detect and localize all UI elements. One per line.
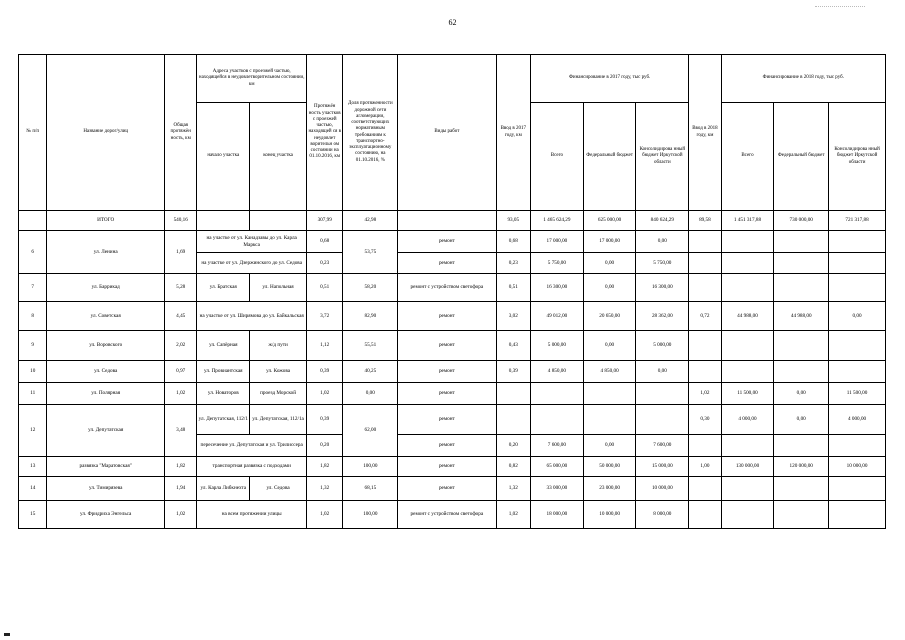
- row-name: ул. Воровского: [47, 331, 165, 361]
- row-input-2017: 3,02: [496, 302, 530, 331]
- row-length: 5,28: [165, 274, 197, 302]
- row-total-2018: 130 000,00: [721, 457, 774, 477]
- row-total-2018: [721, 501, 774, 529]
- total-label: ИТОГО: [47, 211, 165, 231]
- row-regional-2017: 28 362,00: [636, 302, 689, 331]
- row-federal-2018: [774, 331, 829, 361]
- row-regional-2017: 5 000,00: [636, 331, 689, 361]
- row-range: на участке от ул. Дзержинского до ул. Седова: [197, 253, 307, 274]
- row-federal-2017: 0,00: [583, 253, 636, 274]
- row-length: 3,48: [165, 405, 197, 457]
- total-row: [19, 211, 886, 231]
- row-start: ул. Сапёрная: [197, 331, 250, 361]
- row-share: 55,51: [343, 331, 398, 361]
- row-federal-2018: 0,00: [774, 405, 829, 435]
- row-regional-2017: 7 600,00: [636, 435, 689, 457]
- total-input-2017: 93,05: [496, 211, 530, 231]
- table-row: [19, 501, 886, 529]
- row-bad-length: 0,51: [306, 274, 343, 302]
- row-name: развязка "Маратовская": [47, 457, 165, 477]
- total-sum-2017: 1 465 624,29: [531, 211, 584, 231]
- header-length: Общая протяжён ность, км: [165, 55, 197, 211]
- row-name: ул. Фридриха Энгельса: [47, 501, 165, 529]
- row-total-2017: [531, 383, 584, 405]
- total-share: 42,98: [343, 211, 398, 231]
- row-share: 0,00: [343, 383, 398, 405]
- row-input-2018: 1,02: [689, 383, 721, 405]
- row-federal-2017: 0,00: [583, 274, 636, 302]
- row-length: 4,45: [165, 302, 197, 331]
- row-start: ул. Карла Либкнехта: [197, 477, 250, 501]
- row-input-2018: 0,72: [689, 302, 721, 331]
- row-start: ул. Депутатская, 112/1: [197, 405, 250, 435]
- header-share: Доля протяженности дорожной сети агломерации, соответствующих нормативным требованиям к транспортно-эксплуатационному состоянию, на 01.10.2016, %: [343, 55, 398, 211]
- row-end: проезд Морской: [250, 383, 307, 405]
- row-total-2018: 4 000,00: [721, 405, 774, 435]
- table-row: [19, 361, 886, 383]
- row-total-2017: 65 000,00: [531, 457, 584, 477]
- row-federal-2017: 50 000,00: [583, 457, 636, 477]
- row-work: ремонт с устройством светофора: [398, 501, 496, 529]
- row-share: 82,90: [343, 302, 398, 331]
- row-length: 1,02: [165, 383, 197, 405]
- row-end: ул. Напольная: [250, 274, 307, 302]
- row-bad-length: 0,20: [306, 435, 343, 457]
- row-total-2018: [721, 331, 774, 361]
- row-total-2017: 4 850,00: [531, 361, 584, 383]
- row-bad-length: 3,72: [306, 302, 343, 331]
- header-regional-2018: Консолидирова нный бюджет Иркутской области: [829, 103, 886, 211]
- row-length: 1,82: [165, 457, 197, 477]
- row-total-2017: 17 000,00: [531, 231, 584, 253]
- row-bad-length: 1,02: [306, 383, 343, 405]
- total-federal-2018: 730 000,00: [774, 211, 829, 231]
- row-total-2017: 7 600,00: [531, 435, 584, 457]
- row-input-2017: 0,51: [496, 274, 530, 302]
- row-end: ж/д пути: [250, 331, 307, 361]
- row-total-2018: [721, 274, 774, 302]
- row-total-2017: 49 012,00: [531, 302, 584, 331]
- row-num: 7: [19, 274, 47, 302]
- row-range: транспортная развязка с подходами: [197, 457, 307, 477]
- row-work: ремонт: [398, 477, 496, 501]
- row-input-2018: 1,00: [689, 457, 721, 477]
- row-federal-2017: 10 000,00: [583, 501, 636, 529]
- row-regional-2018: [829, 274, 886, 302]
- row-work: ремонт: [398, 435, 496, 457]
- row-share: 58,20: [343, 274, 398, 302]
- total-input-2018: 89,58: [689, 211, 721, 231]
- row-num: 10: [19, 361, 47, 383]
- row-num: 11: [19, 383, 47, 405]
- row-name: ул. Советская: [47, 302, 165, 331]
- row-input-2018: [689, 274, 721, 302]
- row-range: пересечение ул. Депутатская и ул. Трилиссера: [197, 435, 307, 457]
- page-number: 62: [448, 18, 457, 27]
- row-federal-2018: 120 000,00: [774, 457, 829, 477]
- row-regional-2018: [829, 477, 886, 501]
- row-input-2017: 1,32: [496, 477, 530, 501]
- header-input-2018: Ввод в 2018 году, км: [689, 55, 721, 211]
- row-num: 6: [19, 231, 47, 274]
- row-work: ремонт: [398, 361, 496, 383]
- row-work: ремонт: [398, 383, 496, 405]
- row-share: 53,75: [343, 231, 398, 274]
- header-federal-2018: Федеральный бюджет: [774, 103, 829, 211]
- row-input-2018: [689, 501, 721, 529]
- table-row: [19, 231, 886, 253]
- row-bad-length: 0,68: [306, 231, 343, 253]
- header-works: Виды работ: [398, 55, 496, 211]
- row-share: 40,25: [343, 361, 398, 383]
- row-start: ул. Новаторов: [197, 383, 250, 405]
- row-work: ремонт: [398, 302, 496, 331]
- row-length: 0,97: [165, 361, 197, 383]
- row-federal-2018: [774, 274, 829, 302]
- row-work: ремонт: [398, 331, 496, 361]
- row-regional-2018: 10 000,00: [829, 457, 886, 477]
- row-federal-2017: 20 650,00: [583, 302, 636, 331]
- row-regional-2017: 10 000,00: [636, 477, 689, 501]
- row-regional-2017: [636, 383, 689, 405]
- header-financing-2017: Финансирование в 2017 году, тыс руб.: [531, 55, 689, 103]
- header-regional-2017: Консолидирова нный бюджет Иркутской области: [636, 103, 689, 211]
- row-name: ул. Полярная: [47, 383, 165, 405]
- row-regional-2017: 5 750,00: [636, 253, 689, 274]
- row-input-2017: 0,82: [496, 457, 530, 477]
- row-length: 1,02: [165, 501, 197, 529]
- row-start: ул. Братская: [197, 274, 250, 302]
- row-name: ул. Ленина: [47, 231, 165, 274]
- row-work: ремонт с устройством светофора: [398, 274, 496, 302]
- header-addr-end: конец участка: [250, 103, 307, 211]
- row-bad-length: 1,02: [306, 501, 343, 529]
- row-share: 68,15: [343, 477, 398, 501]
- row-federal-2017: 23 000,00: [583, 477, 636, 501]
- row-work: ремонт: [398, 253, 496, 274]
- row-total-2017: 5 000,00: [531, 331, 584, 361]
- row-total-2017: 16 300,00: [531, 274, 584, 302]
- row-num: 9: [19, 331, 47, 361]
- total-regional-2017: 840 624,29: [636, 211, 689, 231]
- total-sum-2018: 1 451 317,88: [721, 211, 774, 231]
- row-federal-2018: [774, 501, 829, 529]
- total-length: 540,16: [165, 211, 197, 231]
- scan-artifact: [815, 6, 865, 7]
- row-regional-2017: 0,00: [636, 361, 689, 383]
- row-share: 100,00: [343, 501, 398, 529]
- row-end: ул. Кожова: [250, 361, 307, 383]
- row-input-2017: 1,02: [496, 501, 530, 529]
- table-row: [19, 383, 886, 405]
- row-regional-2018: [829, 331, 886, 361]
- row-input-2018: [689, 477, 721, 501]
- row-bad-length: 1,32: [306, 477, 343, 501]
- row-total-2017: 5 750,00: [531, 253, 584, 274]
- row-total-2017: 33 000,00: [531, 477, 584, 501]
- row-federal-2018: [774, 361, 829, 383]
- row-input-2017: 0,39: [496, 361, 530, 383]
- row-regional-2017: 0,00: [636, 231, 689, 253]
- header-address-group: Адреса участков с проезжей частью, находящейся в неудовлетворительном состоянии, км: [197, 55, 307, 103]
- total-federal-2017: 625 000,00: [583, 211, 636, 231]
- row-regional-2017: 16 300,00: [636, 274, 689, 302]
- header-input-2017: Ввод в 2017 году, км: [496, 55, 530, 211]
- row-start: ул. Провиантская: [197, 361, 250, 383]
- header-bad-length: Протяжён ность участков с проезжей частью, находящей ся в неудовлет ворительн ом состоянии на 01.10.2016, км: [306, 55, 343, 211]
- table-row: [19, 302, 886, 331]
- row-input-2018: 0,30: [689, 405, 721, 435]
- row-federal-2018: [774, 477, 829, 501]
- row-end: ул. Седова: [250, 477, 307, 501]
- table-row: [19, 457, 886, 477]
- row-end: ул. Депутатская, 112/1а: [250, 405, 307, 435]
- row-input-2018: [689, 331, 721, 361]
- row-regional-2017: 15 000,00: [636, 457, 689, 477]
- row-input-2017: 0,20: [496, 435, 530, 457]
- row-total-2018: 11 500,00: [721, 383, 774, 405]
- row-num: 14: [19, 477, 47, 501]
- row-total-2018: [721, 477, 774, 501]
- row-work: ремонт: [398, 405, 496, 435]
- row-work: ремонт: [398, 457, 496, 477]
- row-name: ул. Тимирязева: [47, 477, 165, 501]
- row-federal-2018: 44 988,00: [774, 302, 829, 331]
- road-financing-table: [18, 54, 886, 529]
- header-total-2018: Всего: [721, 103, 774, 211]
- row-range: на всем протяжении улицы: [197, 501, 307, 529]
- row-regional-2018: 0,00: [829, 302, 886, 331]
- row-bad-length: 0,39: [306, 361, 343, 383]
- row-regional-2017: 8 000,00: [636, 501, 689, 529]
- row-bad-length: 1,82: [306, 457, 343, 477]
- table-row: [19, 331, 886, 361]
- header-federal-2017: Федеральный бюджет: [583, 103, 636, 211]
- table-row: [19, 274, 886, 302]
- row-input-2017: 0,23: [496, 253, 530, 274]
- row-total-2017: 18 000,00: [531, 501, 584, 529]
- row-range: на участке от ул. Канадзавы до ул. Карла Маркса: [197, 231, 307, 253]
- table-row: [19, 477, 886, 501]
- row-num: 12: [19, 405, 47, 457]
- row-name: ул. Баррикад: [47, 274, 165, 302]
- row-federal-2017: 17 000,00: [583, 231, 636, 253]
- row-regional-2018: [829, 361, 886, 383]
- row-bad-length: 1,12: [306, 331, 343, 361]
- row-num: 15: [19, 501, 47, 529]
- row-federal-2018: 0,00: [774, 383, 829, 405]
- row-federal-2017: 4 850,00: [583, 361, 636, 383]
- row-length: 2,02: [165, 331, 197, 361]
- header-num: № п/п: [19, 55, 47, 211]
- row-total-2018: [721, 361, 774, 383]
- row-length: 1,69: [165, 231, 197, 274]
- row-bad-length: 0,23: [306, 253, 343, 274]
- row-share: 62,00: [343, 405, 398, 457]
- header-name: Название дорог/улиц: [47, 55, 165, 211]
- header-financing-2018: Финансирование в 2018 году, тыс руб.: [721, 55, 885, 103]
- header-total-2017: Всего: [531, 103, 584, 211]
- row-num: 8: [19, 302, 47, 331]
- row-work: ремонт: [398, 231, 496, 253]
- row-range: на участке от ул. Ширямова до ул. Байкальская: [197, 302, 307, 331]
- row-federal-2017: 0,00: [583, 435, 636, 457]
- header-addr-start: начало участка: [197, 103, 250, 211]
- row-bad-length: 0,39: [306, 405, 343, 435]
- row-input-2017: [496, 383, 530, 405]
- table-row: [19, 405, 886, 435]
- row-name: ул. Депутатская: [47, 405, 165, 457]
- row-num: 13: [19, 457, 47, 477]
- row-federal-2017: [583, 383, 636, 405]
- total-regional-2018: 721 317,88: [829, 211, 886, 231]
- row-input-2018: [689, 361, 721, 383]
- total-bad-length: 307,99: [306, 211, 343, 231]
- row-regional-2018: 11 500,00: [829, 383, 886, 405]
- scan-artifact: [4, 633, 10, 636]
- row-total-2018: 44 988,00: [721, 302, 774, 331]
- row-input-2017: 0,68: [496, 231, 530, 253]
- row-share: 100,00: [343, 457, 398, 477]
- row-input-2017: 0,43: [496, 331, 530, 361]
- row-regional-2018: [829, 501, 886, 529]
- row-length: 1,94: [165, 477, 197, 501]
- row-name: ул. Седова: [47, 361, 165, 383]
- row-regional-2018: 4 000,00: [829, 405, 886, 435]
- row-federal-2017: 0,00: [583, 331, 636, 361]
